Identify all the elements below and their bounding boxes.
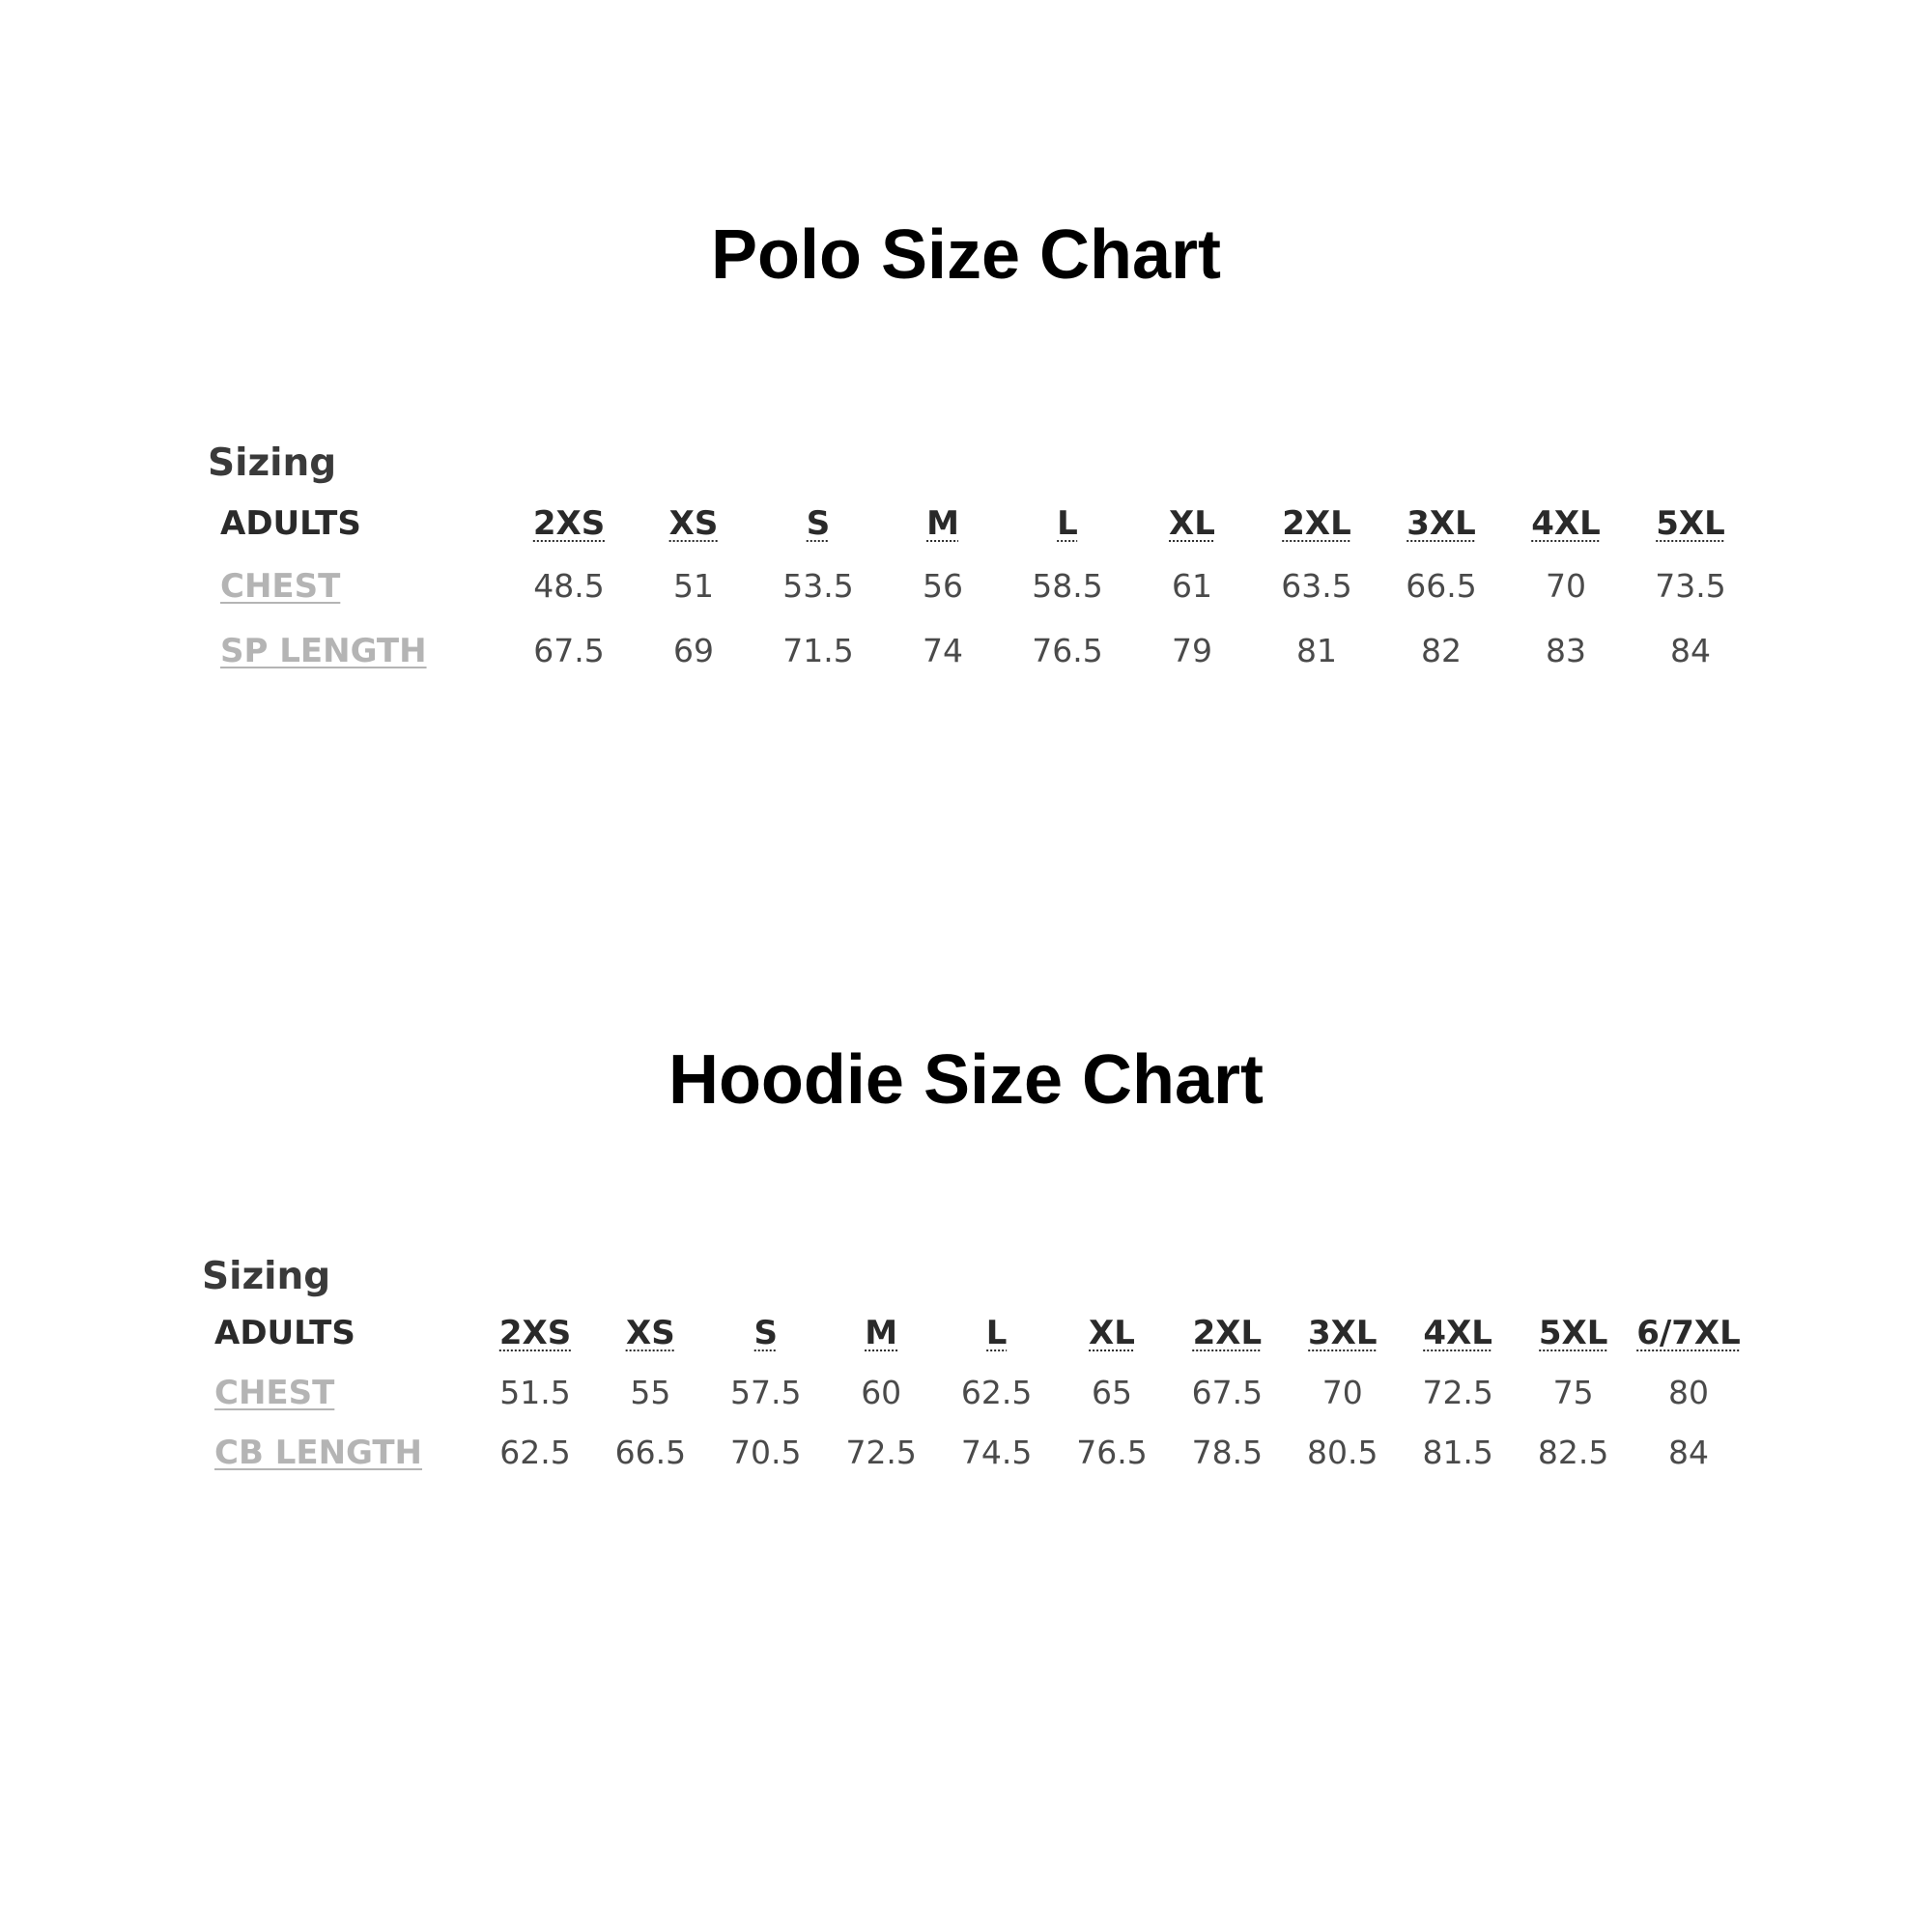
polo-cell-chest-9: 73.5 [1655, 567, 1726, 605]
hoodie-cell-cb-length-9: 82.5 [1537, 1434, 1609, 1471]
polo-cell-sp-length-3: 74 [923, 632, 963, 669]
hoodie-adults-label: ADULTS [214, 1314, 355, 1352]
polo-cell-sp-length-0: 67.5 [533, 632, 605, 669]
hoodie-cell-cb-length-7: 80.5 [1307, 1434, 1378, 1471]
hoodie-cell-cb-length-5: 76.5 [1076, 1434, 1148, 1471]
polo-adults-label: ADULTS [220, 504, 361, 543]
polo-cell-sp-length-6: 81 [1296, 632, 1337, 669]
polo-row-label-sp-length[interactable]: SP LENGTH [220, 632, 427, 670]
hoodie-size-header-5xl[interactable]: 5XL [1538, 1314, 1608, 1352]
hoodie-cell-cb-length-3: 72.5 [845, 1434, 917, 1471]
hoodie-row-label-cb-length[interactable]: CB LENGTH [214, 1434, 423, 1472]
hoodie-size-header-2xl[interactable]: 2XL [1192, 1314, 1263, 1352]
polo-cell-sp-length-4: 76.5 [1032, 632, 1103, 669]
polo-size-header-l[interactable]: L [1057, 504, 1078, 543]
hoodie-size-header-4xl[interactable]: 4XL [1423, 1314, 1492, 1352]
polo-cell-chest-7: 66.5 [1406, 567, 1477, 605]
polo-cell-chest-8: 70 [1546, 567, 1586, 605]
polo-cell-sp-length-9: 84 [1670, 632, 1711, 669]
hoodie-cell-chest-7: 70 [1321, 1374, 1363, 1411]
hoodie-cell-chest-8: 72.5 [1422, 1374, 1493, 1411]
hoodie-cell-cb-length-0: 62.5 [499, 1434, 571, 1471]
hoodie-cell-chest-2: 57.5 [730, 1374, 802, 1411]
polo-cell-sp-length-1: 69 [673, 632, 714, 669]
hoodie-size-header-6-7xl[interactable]: 6/7XL [1636, 1314, 1741, 1352]
hoodie-chart-title: Hoodie Size Chart [668, 1041, 1264, 1119]
hoodie-cell-cb-length-6: 78.5 [1191, 1434, 1264, 1471]
hoodie-cell-cb-length-2: 70.5 [730, 1434, 802, 1471]
polo-chart-title: Polo Size Chart [710, 216, 1222, 294]
hoodie-cell-cb-length-10: 84 [1668, 1434, 1709, 1471]
hoodie-cell-chest-6: 67.5 [1191, 1374, 1264, 1411]
polo-cell-chest-2: 53.5 [782, 567, 854, 605]
polo-cell-chest-3: 56 [923, 567, 963, 605]
hoodie-cell-chest-3: 60 [861, 1374, 902, 1411]
polo-size-header-2xs[interactable]: 2XS [532, 504, 606, 543]
polo-cell-chest-1: 51 [673, 567, 714, 605]
polo-size-header-4xl[interactable]: 4XL [1531, 504, 1601, 543]
polo-size-header-2xl[interactable]: 2XL [1282, 504, 1351, 543]
polo-size-header-xs[interactable]: XS [668, 504, 719, 543]
hoodie-cell-chest-1: 55 [630, 1374, 671, 1411]
hoodie-cell-cb-length-1: 66.5 [614, 1434, 687, 1471]
hoodie-cell-chest-0: 51.5 [499, 1374, 571, 1411]
hoodie-cell-chest-4: 62.5 [960, 1374, 1033, 1411]
polo-cell-chest-5: 61 [1172, 567, 1212, 605]
polo-size-header-xl[interactable]: XL [1169, 504, 1215, 543]
hoodie-size-header-xl[interactable]: XL [1089, 1314, 1135, 1352]
hoodie-size-header-l[interactable]: L [985, 1314, 1008, 1352]
polo-size-header-5xl[interactable]: 5XL [1656, 504, 1725, 543]
hoodie-size-header-s[interactable]: S [753, 1314, 779, 1352]
polo-cell-chest-4: 58.5 [1032, 567, 1103, 605]
polo-cell-sp-length-7: 82 [1421, 632, 1462, 669]
polo-row-label-chest[interactable]: CHEST [220, 567, 341, 606]
hoodie-cell-cb-length-8: 81.5 [1422, 1434, 1493, 1471]
polo-size-header-m[interactable]: M [926, 504, 959, 543]
polo-cell-chest-0: 48.5 [533, 567, 605, 605]
hoodie-sizing-label: Sizing [202, 1255, 331, 1298]
polo-cell-chest-6: 63.5 [1281, 567, 1352, 605]
polo-size-header-s[interactable]: S [806, 504, 831, 543]
hoodie-cell-chest-9: 75 [1552, 1374, 1594, 1411]
hoodie-size-header-2xs[interactable]: 2XS [498, 1314, 572, 1352]
polo-cell-sp-length-8: 83 [1546, 632, 1586, 669]
hoodie-size-header-xs[interactable]: XS [626, 1314, 675, 1352]
polo-sizing-label: Sizing [208, 441, 337, 485]
polo-cell-sp-length-5: 79 [1172, 632, 1212, 669]
hoodie-cell-chest-5: 65 [1092, 1374, 1132, 1411]
polo-size-header-3xl[interactable]: 3XL [1406, 504, 1476, 543]
hoodie-row-label-chest[interactable]: CHEST [214, 1374, 335, 1412]
hoodie-cell-chest-10: 80 [1668, 1374, 1709, 1411]
polo-cell-sp-length-2: 71.5 [782, 632, 854, 669]
hoodie-cell-cb-length-4: 74.5 [960, 1434, 1033, 1471]
hoodie-size-header-m[interactable]: M [865, 1314, 898, 1352]
hoodie-size-header-3xl[interactable]: 3XL [1308, 1314, 1378, 1352]
